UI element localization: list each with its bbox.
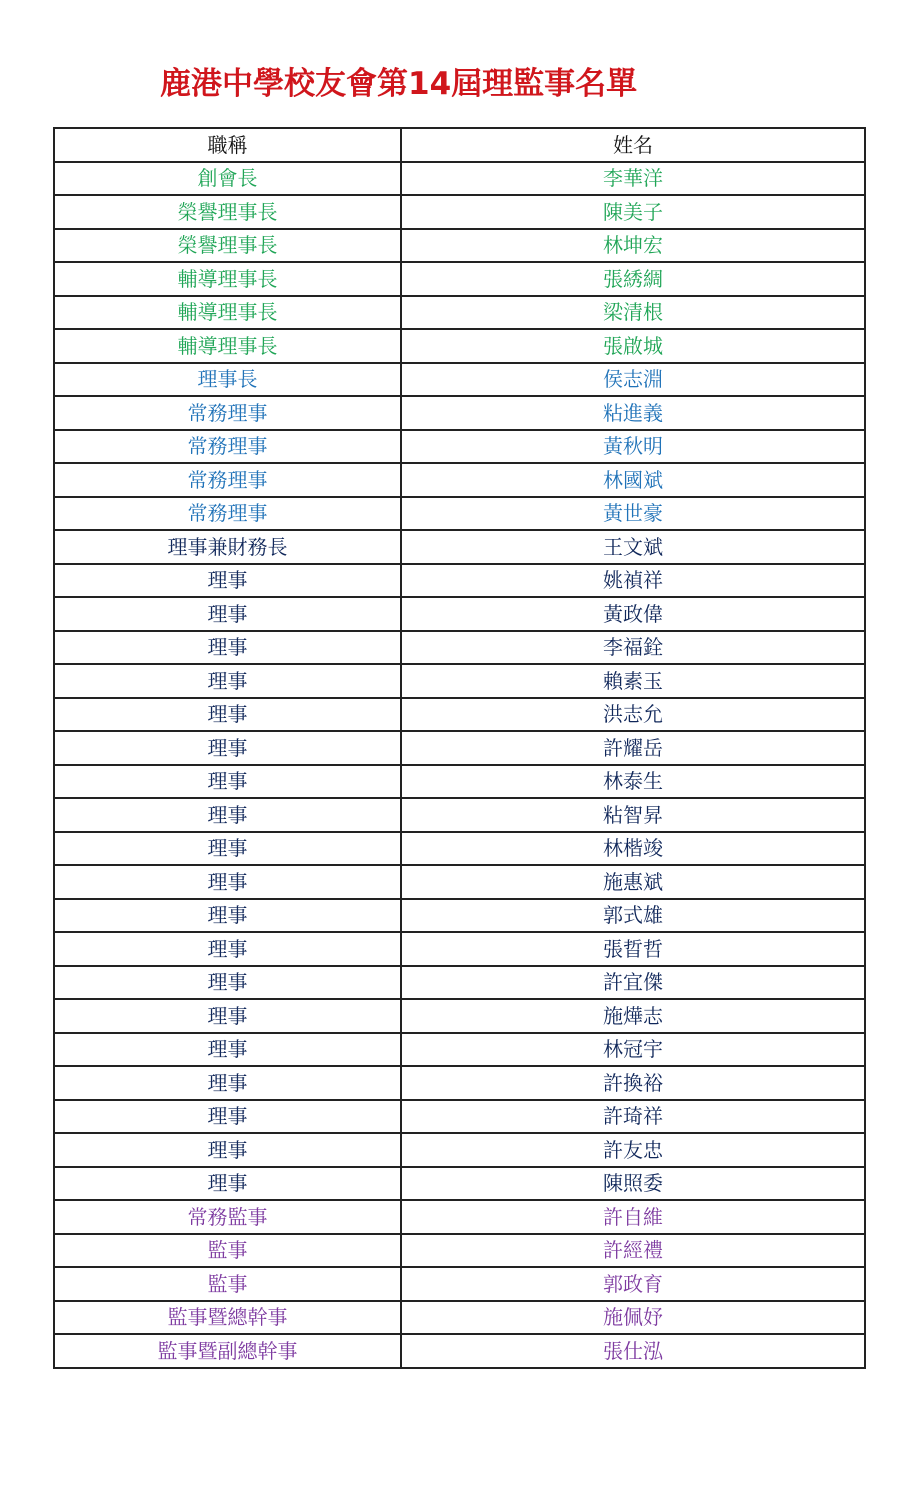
cell-name: 林坤宏 [401, 229, 865, 263]
roster-table [53, 127, 866, 1369]
cell-name: 許經禮 [401, 1234, 865, 1268]
cell-name: 張晢哲 [401, 932, 865, 966]
cell-title: 理事 [54, 597, 401, 631]
table-row [54, 631, 865, 665]
cell-title: 輔導理事長 [54, 329, 401, 363]
cell-name: 郭政育 [401, 1267, 865, 1301]
table-row [54, 564, 865, 598]
table-row [54, 497, 865, 531]
cell-title: 常務理事 [54, 497, 401, 531]
cell-title: 監事暨副總幹事 [54, 1334, 401, 1368]
cell-title: 輔導理事長 [54, 262, 401, 296]
cell-name: 黃政偉 [401, 597, 865, 631]
cell-name: 黃世豪 [401, 497, 865, 531]
cell-name: 林泰生 [401, 765, 865, 799]
cell-name: 張啟城 [401, 329, 865, 363]
cell-name: 林國斌 [401, 463, 865, 497]
cell-name: 侯志淵 [401, 363, 865, 397]
table-row [54, 1301, 865, 1335]
cell-title: 榮譽理事長 [54, 195, 401, 229]
cell-title: 理事 [54, 765, 401, 799]
cell-name: 粘智昇 [401, 798, 865, 832]
table-row [54, 162, 865, 196]
cell-name: 施燁志 [401, 999, 865, 1033]
table-header-row [54, 128, 865, 162]
table-row [54, 1033, 865, 1067]
table-row [54, 765, 865, 799]
cell-name: 許友忠 [401, 1133, 865, 1167]
table-row [54, 463, 865, 497]
cell-title: 監事暨總幹事 [54, 1301, 401, 1335]
cell-name: 王文斌 [401, 530, 865, 564]
cell-name: 張仕泓 [401, 1334, 865, 1368]
cell-title: 監事 [54, 1267, 401, 1301]
cell-name: 郭式雄 [401, 899, 865, 933]
table-row [54, 430, 865, 464]
cell-name: 梁清根 [401, 296, 865, 330]
cell-title: 理事 [54, 966, 401, 1000]
table-row [54, 865, 865, 899]
cell-name: 施惠斌 [401, 865, 865, 899]
cell-title: 理事 [54, 798, 401, 832]
cell-name: 陳美子 [401, 195, 865, 229]
table-row [54, 530, 865, 564]
cell-title: 理事 [54, 932, 401, 966]
cell-title: 理事 [54, 1100, 401, 1134]
cell-title: 理事 [54, 899, 401, 933]
cell-name: 陳照委 [401, 1167, 865, 1201]
cell-name: 許耀岳 [401, 731, 865, 765]
cell-name: 粘進義 [401, 396, 865, 430]
cell-name: 賴素玉 [401, 664, 865, 698]
cell-name: 許換裕 [401, 1066, 865, 1100]
table-row [54, 731, 865, 765]
cell-title: 理事 [54, 832, 401, 866]
table-row [54, 1234, 865, 1268]
table-row [54, 296, 865, 330]
cell-name: 林冠宇 [401, 1033, 865, 1067]
cell-title: 理事 [54, 731, 401, 765]
cell-name: 姚禎祥 [401, 564, 865, 598]
cell-name: 施佩妤 [401, 1301, 865, 1335]
cell-title: 常務理事 [54, 396, 401, 430]
cell-title: 常務監事 [54, 1200, 401, 1234]
cell-title: 理事 [54, 1167, 401, 1201]
table-row [54, 262, 865, 296]
table-row [54, 698, 865, 732]
cell-title: 理事長 [54, 363, 401, 397]
table-row [54, 932, 865, 966]
table-row [54, 1066, 865, 1100]
table-row [54, 1200, 865, 1234]
table-row [54, 1167, 865, 1201]
cell-title: 監事 [54, 1234, 401, 1268]
table-row [54, 664, 865, 698]
table-row [54, 329, 865, 363]
cell-title: 理事 [54, 564, 401, 598]
cell-title: 理事 [54, 999, 401, 1033]
table-row [54, 798, 865, 832]
cell-name: 張綉綢 [401, 262, 865, 296]
table-row [54, 363, 865, 397]
table-row [54, 1267, 865, 1301]
cell-name: 許自維 [401, 1200, 865, 1234]
cell-title: 理事 [54, 1066, 401, 1100]
header-name: 姓名 [401, 128, 865, 162]
table-row [54, 899, 865, 933]
cell-name: 許琦祥 [401, 1100, 865, 1134]
table-row [54, 832, 865, 866]
cell-title: 理事 [54, 865, 401, 899]
table-row [54, 396, 865, 430]
cell-title: 輔導理事長 [54, 296, 401, 330]
table-row [54, 229, 865, 263]
table-row [54, 1100, 865, 1134]
cell-name: 洪志允 [401, 698, 865, 732]
cell-title: 常務理事 [54, 430, 401, 464]
table-row [54, 1133, 865, 1167]
cell-name: 黃秋明 [401, 430, 865, 464]
table-row [54, 195, 865, 229]
table-row [54, 597, 865, 631]
cell-title: 榮譽理事長 [54, 229, 401, 263]
cell-name: 李華洋 [401, 162, 865, 196]
cell-title: 理事兼財務長 [54, 530, 401, 564]
cell-name: 林楷竣 [401, 832, 865, 866]
cell-title: 創會長 [54, 162, 401, 196]
table-row [54, 999, 865, 1033]
table-row [54, 966, 865, 1000]
cell-title: 理事 [54, 631, 401, 665]
table-row [54, 1334, 865, 1368]
cell-title: 常務理事 [54, 463, 401, 497]
cell-title: 理事 [54, 698, 401, 732]
header-title: 職稱 [54, 128, 401, 162]
cell-name: 許宜傑 [401, 966, 865, 1000]
cell-title: 理事 [54, 1133, 401, 1167]
cell-title: 理事 [54, 1033, 401, 1067]
document-title: 鹿港中學校友會第14屆理監事名單 [160, 66, 638, 102]
cell-name: 李福銓 [401, 631, 865, 665]
cell-title: 理事 [54, 664, 401, 698]
